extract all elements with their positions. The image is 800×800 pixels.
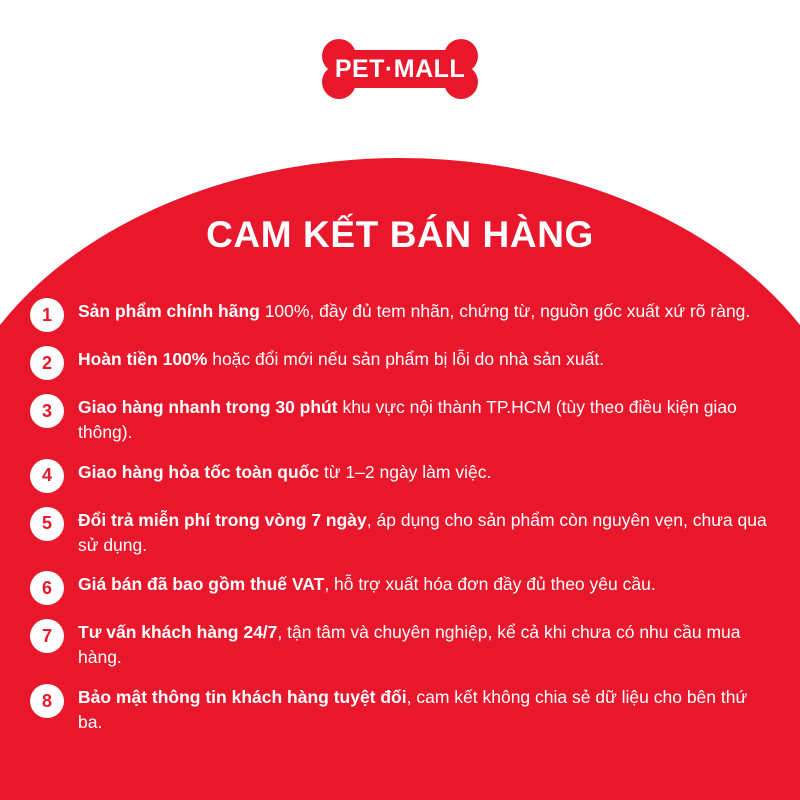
list-item: [30, 617, 770, 670]
list-item-text: [78, 682, 770, 735]
list-item-text: [78, 392, 770, 445]
list-item-number-badge: 4: [30, 459, 64, 493]
list-item-number-badge: 8: [30, 684, 64, 718]
list-item-number-badge: 6: [30, 571, 64, 605]
list-item: [30, 296, 770, 332]
list-item-text-bold: Bảo mật thông tin khách hàng tuyệt đối: [78, 687, 407, 708]
list-item-text-rest: , hỗ trợ xuất hóa đơn đầy đủ theo yêu cầu.: [324, 574, 656, 595]
list-item: [30, 344, 770, 380]
list-item-text-rest: hoặc đổi mới nếu sản phẩm bị lỗi do nhà sản xuất.: [207, 349, 605, 369]
list-item-text: [78, 505, 770, 558]
commitment-list: [30, 296, 770, 747]
brand-logo: [0, 24, 800, 114]
list-item: [30, 682, 770, 735]
list-item: [30, 457, 770, 493]
list-item-text-bold: Tư vấn khách hàng 24/7: [78, 622, 278, 643]
list-item: [30, 505, 770, 558]
list-item-number-badge: 1: [30, 298, 64, 332]
list-item-text: [78, 617, 770, 670]
list-item-text-rest: , áp dụng cho sản phẩm còn nguyên vẹn, chưa qua sử dụng.: [78, 509, 767, 555]
list-item-number-badge: 7: [30, 619, 64, 653]
list-item-text-bold: Đổi trả miễn phí trong vòng 7 ngày: [78, 509, 367, 530]
list-item-text-rest: từ 1–2 ngày làm việc.: [319, 461, 492, 482]
list-item-text-bold: Hoàn tiền 100%: [78, 349, 208, 369]
brand-logo-text: PET·MALL: [334, 54, 466, 83]
list-item-text-rest: 100%, đầy đủ tem nhãn, chứng từ, nguồn gốc xuất xứ rõ ràng.: [259, 301, 751, 321]
list-item-text-bold: Giao hàng hỏa tốc toàn quốc: [78, 461, 320, 482]
list-item: [30, 569, 770, 605]
list-item: [30, 392, 770, 445]
list-item-text: [78, 457, 491, 485]
list-item-text-rest: , tận tâm và chuyên nghiệp, kể cả khi chưa có nhu cầu mua hàng.: [78, 622, 741, 668]
list-item-text-bold: Giá bán đã bao gồm thuế VAT: [78, 574, 325, 595]
list-item-text: [78, 569, 656, 597]
page-title: CAM KẾT BÁN HÀNG: [206, 214, 594, 255]
list-item-text-bold: Sản phẩm chính hãng: [78, 301, 260, 321]
list-item-number-badge: 2: [30, 346, 64, 380]
list-item-number-badge: 3: [30, 394, 64, 428]
list-item-text-rest: khu vực nội thành TP.HCM (tùy theo điều kiện giao thông).: [78, 397, 737, 442]
list-item-number-badge: 5: [30, 507, 64, 541]
list-item-text: [78, 296, 750, 324]
list-item-text-bold: Giao hàng nhanh trong 30 phút: [78, 397, 338, 417]
list-item-text-rest: , cam kết không chia sẻ dữ liệu cho bên thứ ba.: [78, 687, 748, 732]
list-item-text: [78, 344, 604, 372]
